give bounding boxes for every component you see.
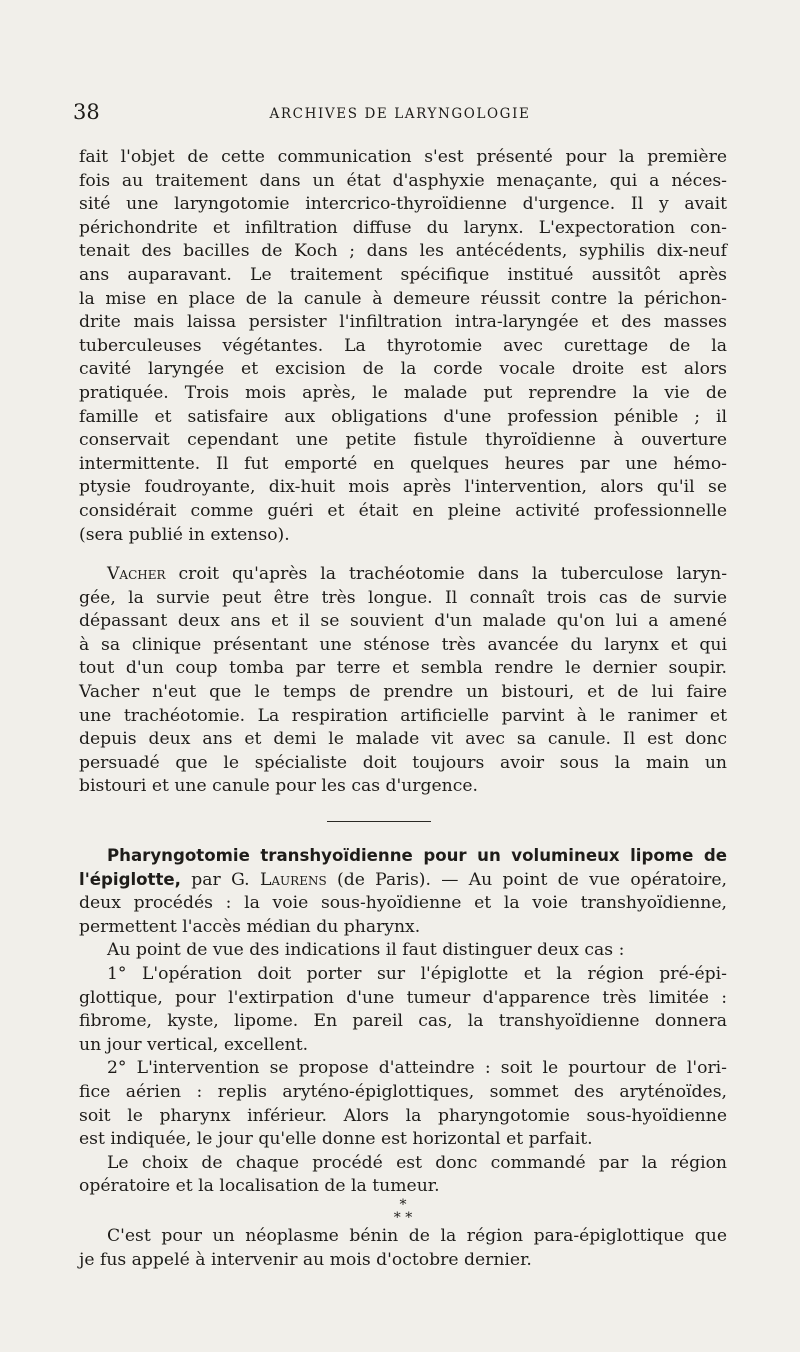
paragraph-case-report <box>79 146 727 547</box>
text-line: fois au traitement dans un état d'asphyxie menaçante, qui a néces- <box>79 170 727 191</box>
text-line: permettent l'accès médian du pharynx. <box>79 916 421 937</box>
author-name: Vacher <box>107 564 166 585</box>
text-line: dépassant deux ans et il se souvient d'un malade qu'on lui a amené <box>79 611 727 632</box>
text-line: drite mais laissa persister l'infiltration intra-laryngée et des masses <box>79 312 727 333</box>
text-line: sité une laryngotomie intercrico-thyroïdienne d'urgence. Il y avait <box>79 194 727 215</box>
text-line: soit le pharynx inférieur. Alors la pharyngotomie sous-hyoïdienne <box>79 1105 727 1126</box>
text-line: tuberculeuses végétantes. La thyrotomie avec curettage de la <box>79 335 727 356</box>
section-title-end: l'épiglotte, <box>79 869 181 889</box>
text-line: depuis deux ans et demi le malade vit avec sa canule. Il est donc <box>79 729 727 750</box>
text-line: la mise en place de la canule à demeure réussit contre la périchon- <box>79 288 727 309</box>
text-line: cavité laryngée et excision de la corde vocale droite est alors <box>79 359 727 380</box>
text-line: est indiquée, le jour qu'elle donne est horizontal et parfait. <box>79 1129 593 1150</box>
text-line: je fus appelé à intervenir au mois d'octobre dernier. <box>79 1249 532 1270</box>
text-line: bistouri et une canule pour les cas d'urgence. <box>79 776 479 797</box>
running-title: ARCHIVES DE LARYNGOLOGIE <box>269 106 531 122</box>
page-header <box>73 100 727 130</box>
section-pharyngotomie <box>79 844 727 1272</box>
text-line: glottique, pour l'extirpation d'une tumeur d'apparence très limitée : <box>79 987 727 1008</box>
text-line: gée, la survie peut être très longue. Il connaît trois cas de survie <box>79 587 727 608</box>
text-line: conservait cependant une petite fistule thyroïdienne à ouverture <box>79 430 727 451</box>
text-line: ans auparavant. Le traitement spécifique institué aussitôt après <box>79 264 727 285</box>
text-line: Au point de vue des indications il faut distinguer deux cas : <box>107 940 625 961</box>
page-body <box>79 146 727 1272</box>
text-line: Vacher croit qu'après la trachéotomie dans la tuberculose laryn- <box>107 564 727 585</box>
text-line: famille et satisfaire aux obligations d'une profession pénible ; il <box>79 406 727 427</box>
text-line: pratiquée. Trois mois après, le malade put reprendre la vie de <box>79 382 727 403</box>
text-line: persuadé que le spécialiste doit toujours avoir sous la main un <box>79 752 727 773</box>
text-line: Le choix de chaque procédé est donc commandé par la région <box>107 1152 727 1173</box>
section-title: Pharyngotomie transhyoïdienne pour un volumineux lipome de <box>107 846 727 866</box>
text-line: périchondrite et infiltration diffuse du larynx. L'expectoration con- <box>79 217 727 238</box>
text-line: tout d'un coup tomba par terre et sembla rendre le dernier soupir. <box>79 658 727 679</box>
text-line: C'est pour un néoplasme bénin de la région para-épiglottique que <box>107 1225 727 1246</box>
text-line: intermittente. Il fut emporté en quelques heures par une hémo- <box>79 453 727 474</box>
text-line: fait l'objet de cette communication s'est présenté pour la première <box>79 147 727 167</box>
text-line: un jour vertical, excellent. <box>79 1034 309 1055</box>
text-line: ptysie foudroyante, dix-huit mois après l'intervention, alors qu'il se <box>79 477 727 498</box>
text-line: fibrome, kyste, lipome. En pareil cas, la transhyoïdienne donnera <box>79 1011 727 1032</box>
text-line: 2° L'intervention se propose d'atteindre : soit le pourtour de l'ori- <box>107 1058 727 1079</box>
asterism: * * * <box>393 1196 413 1226</box>
author-name: Laurens <box>259 869 327 890</box>
text-line: à sa clinique présentant une sténose très avancée du larynx et qui <box>79 634 727 655</box>
text-line: deux procédés : la voie sous-hyoïdienne et la voie transhyoïdienne, <box>79 893 727 914</box>
text-line: tenait des bacilles de Koch ; dans les antécédents, syphilis dix-neuf <box>79 241 727 262</box>
page-number: 38 <box>73 100 100 124</box>
text-line: (sera publié in extenso). <box>79 524 290 545</box>
text-line: Vacher n'eut que le temps de prendre un bistouri, et de lui faire <box>79 682 727 703</box>
text-line: une trachéotomie. La respiration artificielle parvint à le ranimer et <box>79 705 727 726</box>
text-line: fice aérien : replis aryténo-épiglottiques, sommet des aryténoïdes, <box>79 1081 727 1102</box>
text-line: opératoire et la localisation de la tumeur. <box>79 1176 440 1197</box>
paragraph-vacher <box>79 563 727 799</box>
text-line: l'épiglotte, par G. Laurens (de Paris). — Au point de vue opératoire, <box>79 869 727 890</box>
text-line: considérait comme guéri et était en pleine activité professionnelle <box>79 500 727 521</box>
text-line: 1° L'opération doit porter sur l'épiglotte et la région pré-épi- <box>107 964 727 984</box>
